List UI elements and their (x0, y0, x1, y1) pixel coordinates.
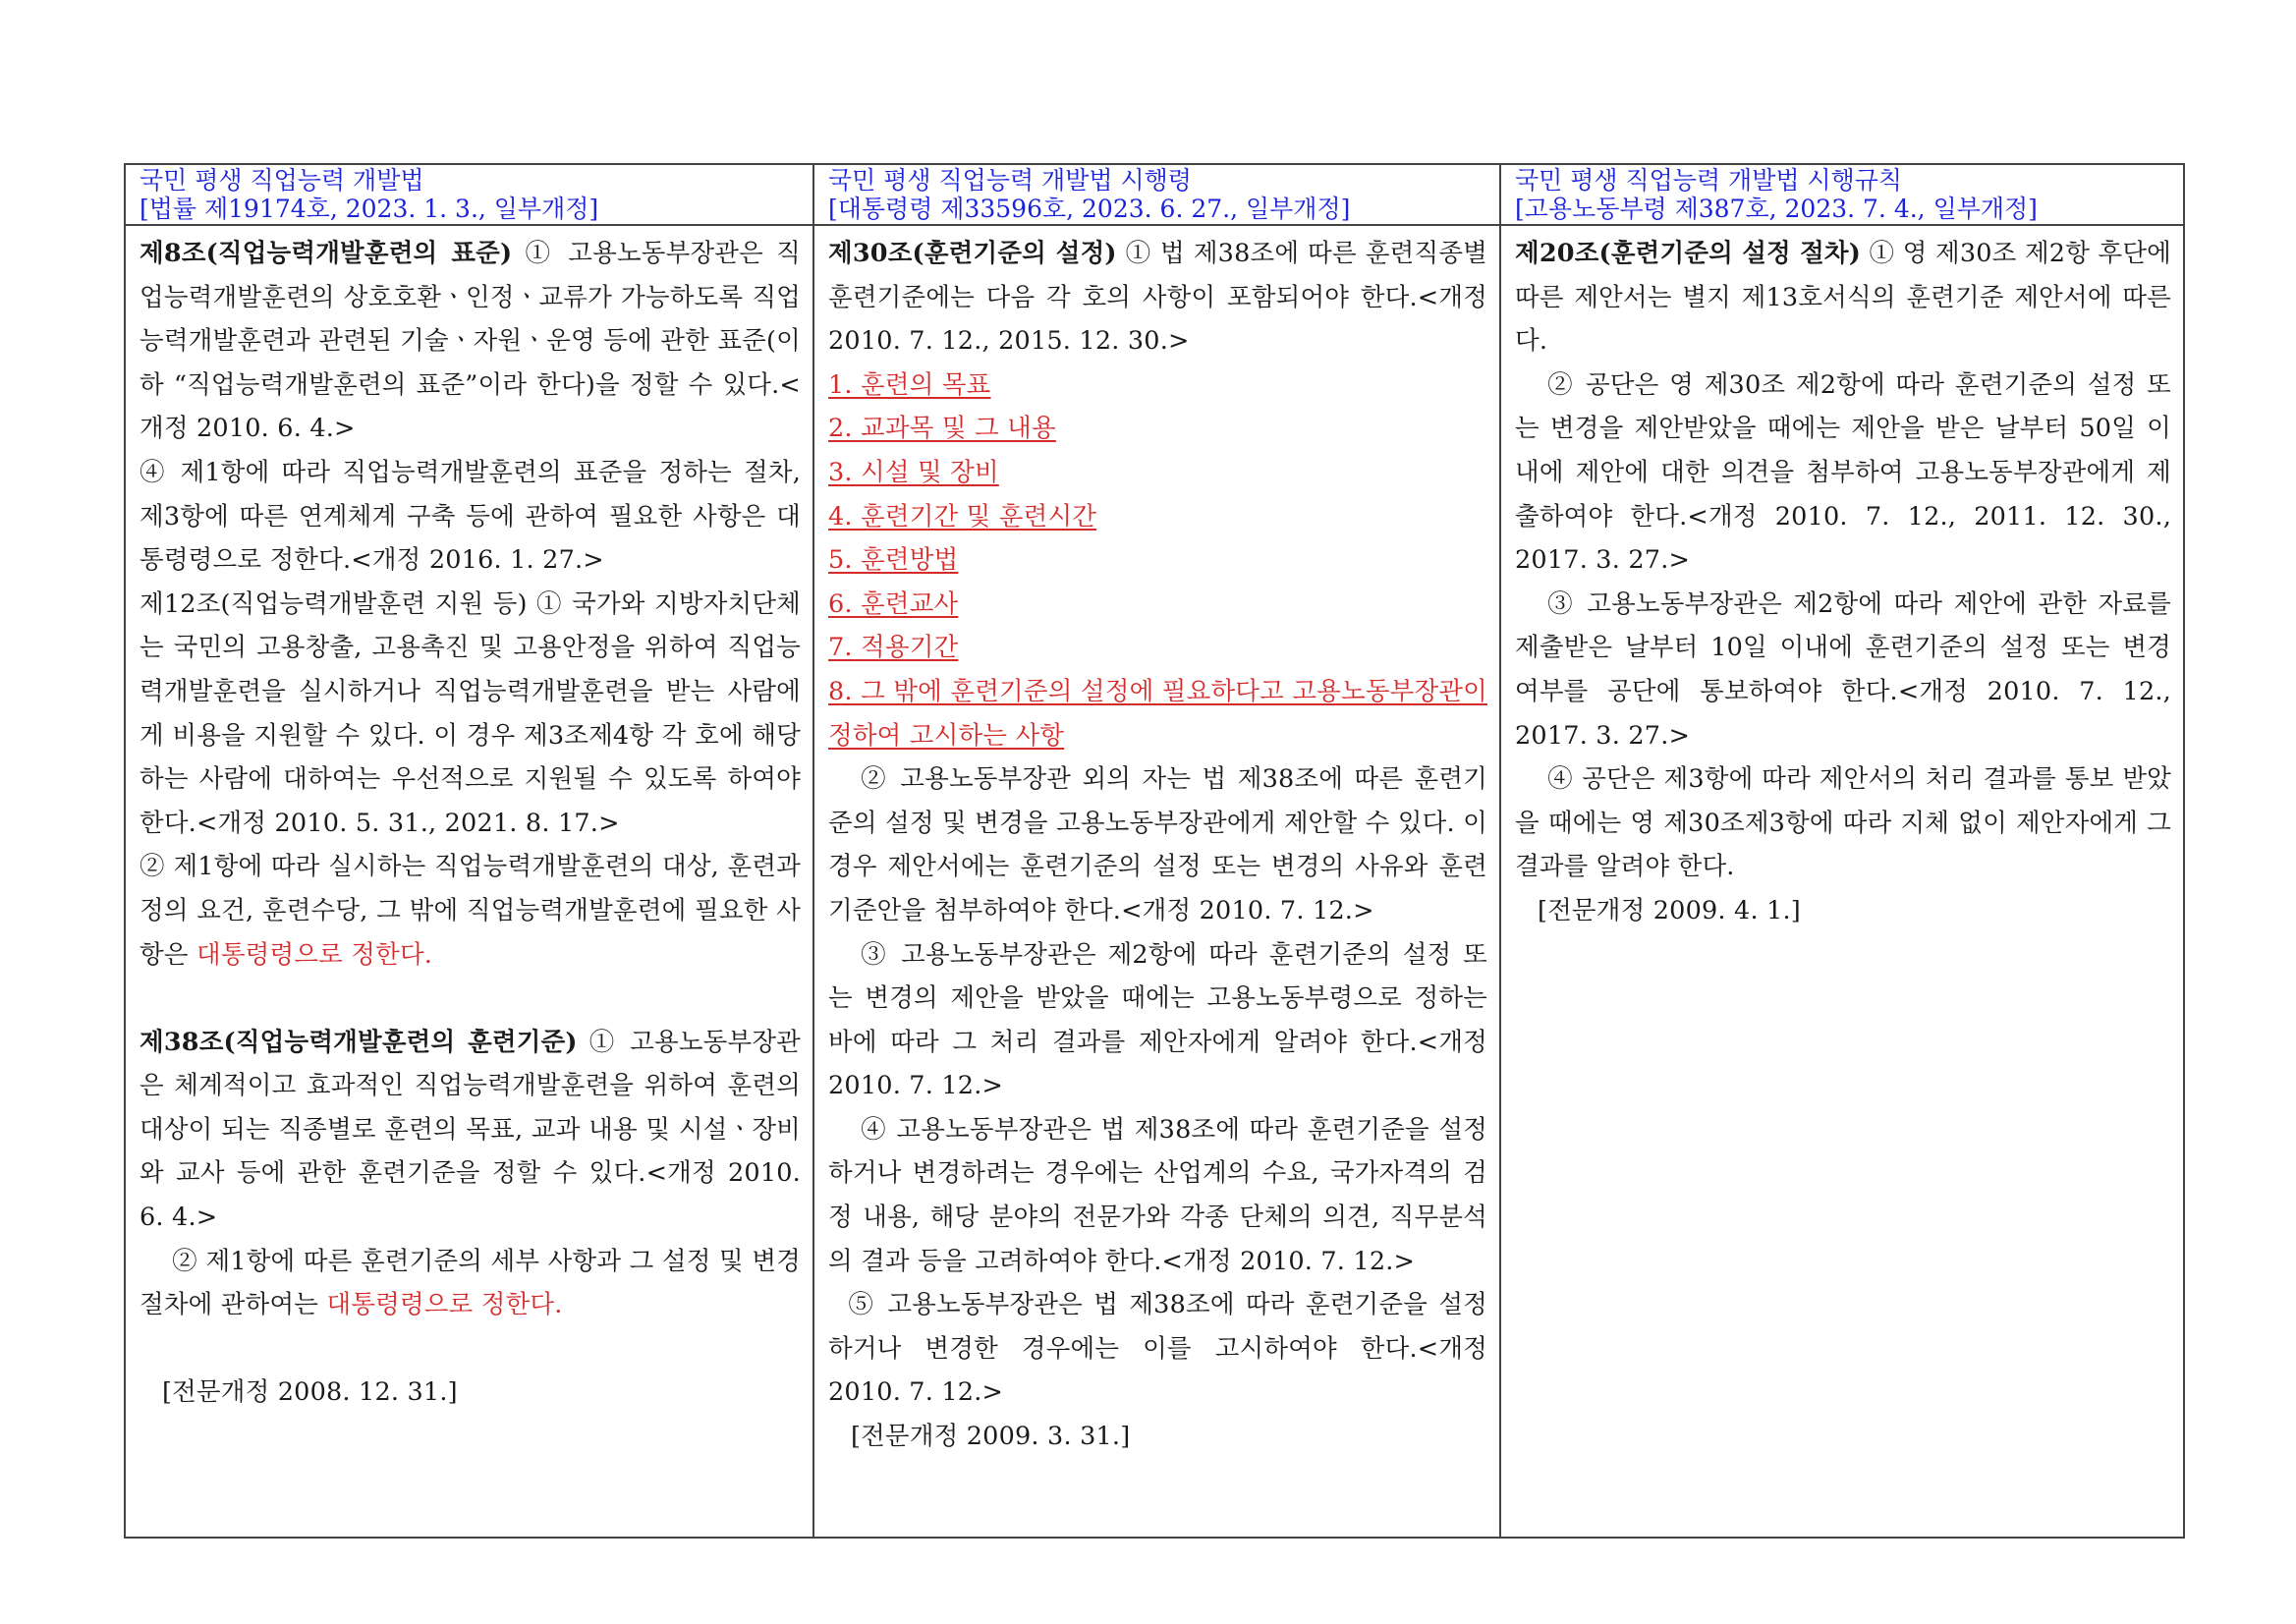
column-title: 국민 평생 직업능력 개발법 시행령 (828, 166, 1192, 195)
column-title: 국민 평생 직업능력 개발법 시행규칙 (1515, 166, 1903, 195)
article-text: ① 고용노동부장관은 직업능력개발훈련의 상호호환ㆍ인정ㆍ교류가 가능하도록 직업능력개발훈련과 관련된 기술ㆍ자원ㆍ운영 등에 관한 표준(이하 “직업능력개발훈련의 표준”이라 한다)을 정할 수 있다.<개정 2010. 6. 4.> (140, 239, 801, 444)
list-item: 5. 훈련방법 (828, 545, 959, 576)
article-20-para-3 (1515, 583, 2171, 757)
article-text: ② 공단은 영 제30조 제2항에 따라 훈련기준의 설정 또는 변경을 제안받았을 때에는 제안을 받은 날부터 50일 이내에 제안에 대한 의견을 첨부하여 고용노동부장관에게 제출하여야 한다.<개정 2010. 7. 12., 2011. 12. 30., 2017. 3. 27.> (1515, 369, 2171, 576)
column-subtitle: [고용노동부령 제387호, 2023. 7. 4., 일부개정] (1515, 195, 2038, 223)
revision-note-text: [전문개정 2009. 4. 1.] (1537, 895, 1801, 925)
column-body-rules (1499, 226, 2183, 1537)
spacer (140, 977, 801, 1021)
article-20-para-2 (1515, 364, 2171, 583)
article-text: ④ 공단은 제3항에 따라 제안서의 처리 결과를 통보 받았을 때에는 영 제30조제3항에 따라 지체 없이 제안자에게 그 결과를 알려야 한다. (1515, 764, 2171, 882)
article-8-para-4 (140, 451, 801, 583)
article-heading: 제30조(훈련기준의 설정) (828, 239, 1117, 268)
standard-items-list (828, 364, 1487, 757)
column-header-decree (812, 165, 1499, 226)
list-item: 1. 훈련의 목표 (828, 369, 991, 400)
article-30-para-5 (828, 1283, 1487, 1415)
column-header-rules (1499, 165, 2183, 226)
column-header-law (126, 165, 812, 226)
article-20-para-4 (1515, 757, 2171, 889)
article-30-para-4 (828, 1108, 1487, 1283)
article-text: ③ 고용노동부장관은 제2항에 따라 제안에 관한 자료를 제출받은 날부터 10일 이내에 훈련기준의 설정 또는 변경 여부를 공단에 통보하여야 한다.<개정 2010. 7. 12., 2017. 3. 27.> (1515, 588, 2171, 751)
highlighted-text: 대통령령으로 정한다. (196, 939, 433, 970)
article-30-para-2 (828, 757, 1487, 932)
article-8 (140, 232, 801, 451)
article-38 (140, 1021, 801, 1240)
article-heading: 제8조(직업능력개발훈련의 표준) (140, 239, 513, 268)
article-12 (140, 583, 801, 846)
article-heading: 제20조(훈련기준의 설정 절차) (1515, 239, 1862, 268)
article-text: ③ 고용노동부장관은 제2항에 따라 훈련기준의 설정 또는 변경의 제안을 받았을 때에는 고용노동부령으로 정하는 바에 따라 그 처리 결과를 제안자에게 알려야 한다.<개정 2010. 7. 12.> (828, 939, 1487, 1101)
article-text: ① 고용노동부장관은 체계적이고 효과적인 직업능력개발훈련을 위하여 훈련의 대상이 되는 직종별로 훈련의 목표, 교과 내용 및 시설ㆍ장비와 교사 등에 관한 훈련기준을 정할 수 있다.<개정 2010. 6. 4.> (140, 1027, 801, 1233)
column-title: 국민 평생 직업능력 개발법 (140, 166, 424, 195)
revision-note (1515, 889, 2171, 933)
article-text: ④ 고용노동부장관은 법 제38조에 따라 훈련기준을 설정하거나 변경하려는 경우에는 산업계의 수요, 국가자격의 검정 내용, 해당 분야의 전문가와 각종 단체의 의견, 직무분석의 결과 등을 고려하여야 한다.<개정 2010. 7. 12.> (828, 1114, 1487, 1276)
revision-note (828, 1415, 1487, 1459)
article-heading: 제38조(직업능력개발훈련의 훈련기준) (140, 1027, 578, 1057)
column-subtitle: [법률 제19174호, 2023. 1. 3., 일부개정] (140, 195, 599, 223)
article-text: ① 영 제30조 제2항 후단에 따른 제안서는 별지 제13호서식의 훈련기준 제안서에 따른다. (1515, 239, 2171, 357)
article-38-para-2 (140, 1240, 801, 1327)
article-30-para-3 (828, 933, 1487, 1108)
revision-note-text: [전문개정 2008. 12. 31.] (161, 1377, 458, 1408)
article-20 (1515, 232, 2171, 364)
highlighted-text: 대통령령으로 정한다. (326, 1290, 563, 1320)
column-body-decree (812, 226, 1499, 1537)
article-text: ① 법 제38조에 따른 훈련직종별 훈련기준에는 다음 각 호의 사항이 포함되어야 한다.<개정 2010. 7. 12., 2015. 12. 30.> (828, 239, 1487, 357)
list-item: 6. 훈련교사 (828, 588, 959, 619)
article-text: ④ 제1항에 따라 직업능력개발훈련의 표준을 정하는 절차, 제3항에 따른 연계체계 구축 등에 관하여 필요한 사항은 대통령령으로 정한다.<개정 2016. 1. 27.> (140, 457, 801, 576)
article-12-para-2 (140, 845, 801, 977)
article-30 (828, 232, 1487, 364)
article-text: 제12조(직업능력개발훈련 지원 등) ① 국가와 지방자치단체는 국민의 고용창출, 고용촉진 및 고용안정을 위하여 직업능력개발훈련을 실시하거나 직업능력개발훈련을 받는 사람에게 비용을 지원할 수 있다. 이 경우 제3조제4항 각 호에 해당하는 사람에 대하여는 우선적으로 지원될 수 있도록 하여야 한다.<개정 2010. 5. 31., 2021. 8. 17.> (140, 588, 801, 838)
column-subtitle: [대통령령 제33596호, 2023. 6. 27., 일부개정] (828, 195, 1351, 223)
list-item: 2. 교과목 및 그 내용 (828, 414, 1056, 444)
article-text: ② 제1항에 따라 실시하는 직업능력개발훈련의 대상, 훈련과정의 요건, 훈련수당, 그 밖에 직업능력개발훈련에 필요한 사항은 (140, 852, 801, 970)
law-comparison-table (124, 163, 2185, 1539)
article-text: ⑤ 고용노동부장관은 법 제38조에 따라 훈련기준을 설정하거나 변경한 경우에는 이를 고시하여야 한다.<개정 2010. 7. 12.> (828, 1290, 1487, 1408)
list-item: 4. 훈련기간 및 훈련시간 (828, 501, 1097, 532)
list-item: 3. 시설 및 장비 (828, 457, 999, 487)
column-body-law (126, 226, 812, 1537)
revision-note (140, 1371, 801, 1415)
list-item: 8. 그 밖에 훈련기준의 설정에 필요하다고 고용노동부장관이 정하여 고시하는 사항 (828, 676, 1487, 751)
article-text: ② 제1항에 따른 훈련기준의 세부 사항과 그 설정 및 변경 절차에 관하여는 (140, 1246, 801, 1320)
revision-note-text: [전문개정 2009. 3. 31.] (850, 1422, 1131, 1452)
list-item: 7. 적용기간 (828, 633, 959, 663)
spacer (140, 1327, 801, 1372)
article-text: ② 고용노동부장관 외의 자는 법 제38조에 따른 훈련기준의 설정 및 변경을 고용노동부장관에게 제안할 수 있다. 이 경우 제안서에는 훈련기준의 설정 또는 변경의 사유와 훈련기준안을 첨부하여야 한다.<개정 2010. 7. 12.> (828, 764, 1487, 925)
